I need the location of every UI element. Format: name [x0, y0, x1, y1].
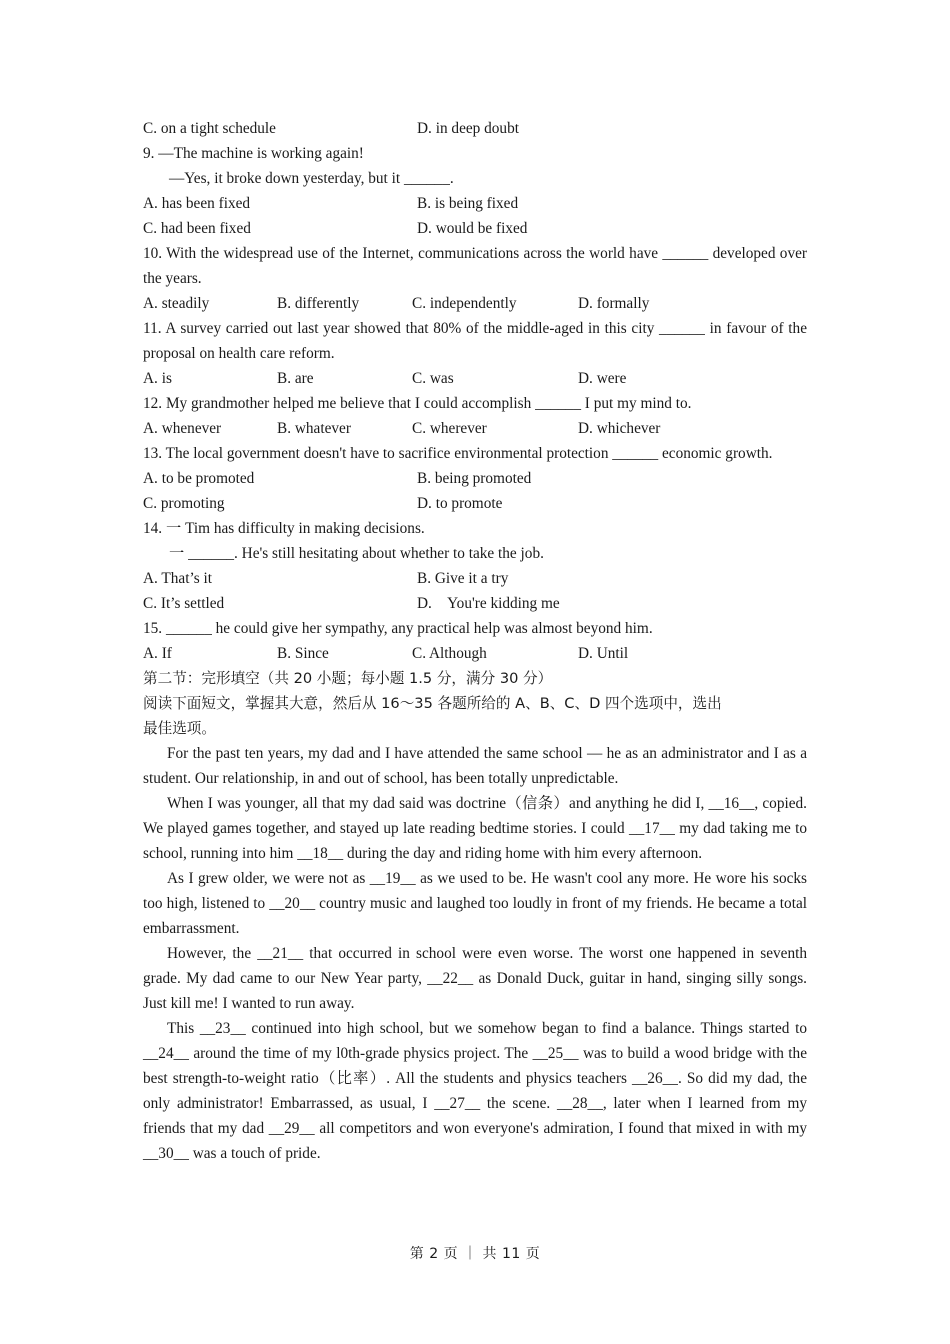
option-a[interactable]: A. has been fixed [143, 195, 251, 212]
option-c[interactable]: C. was [412, 370, 454, 387]
option-d[interactable]: D. whichever [578, 420, 661, 437]
passage-paragraph-1: For the past ten years, my dad and I have attended the same school — he as an administrator and I as a student. Our relationship, in and out of school, has been totally unpredictable. [143, 745, 807, 787]
option-a[interactable]: A. steadily [143, 295, 210, 312]
question-9-stem-line-1: 9. —The machine is working again! [143, 145, 364, 162]
option-d[interactable]: D. to promote [417, 495, 503, 512]
question-11-stem: 11. A survey carried out last year showed that 80% of the middle-aged in this city ______ in favour of the proposal on health care reform. [143, 320, 807, 362]
option-b[interactable]: B. are [277, 370, 314, 387]
option-a[interactable]: A. to be promoted [143, 470, 255, 487]
question-11-options-row [143, 366, 807, 391]
option-c[interactable]: C. promoting [143, 495, 225, 512]
option-d[interactable]: D. in deep doubt [417, 120, 519, 137]
passage-paragraph-3: As I grew older, we were not as __19__ as we used to be. He wasn't cool any more. He wore his socks too high, listened to __20__ country music and laughed too loudly in front of my friends. He became a total embarrassment. [143, 870, 807, 937]
option-a[interactable]: A. That’s it [143, 570, 212, 587]
question-9-options-row-1 [143, 191, 807, 216]
page-content [143, 116, 807, 1166]
question-12-options-row [143, 416, 807, 441]
question-13-options-row-1 [143, 466, 807, 491]
question-10-options-row [143, 291, 807, 316]
section-heading: 第二节：完形填空（共 20 小题；每小题 1.5 分，满分 30 分） [143, 670, 553, 687]
option-b[interactable]: B. being promoted [417, 470, 532, 487]
option-d[interactable]: D. You're kidding me [417, 595, 560, 612]
option-b[interactable]: B. differently [277, 295, 360, 312]
question-14-stem-line-1: 14. 一 Tim has difficulty in making decisions. [143, 520, 425, 537]
option-d[interactable]: D. were [578, 370, 627, 387]
question-9-stem-line-2: —Yes, it broke down yesterday, but it ______. [169, 170, 454, 187]
question-15-options-row [143, 641, 807, 666]
section-instruction-line-1: 阅读下面短文，掌握其大意，然后从 16〜35 各题所给的 A、B、C、D 四个选项中，选出 [143, 695, 722, 712]
option-d[interactable]: D. Until [578, 645, 629, 662]
passage-paragraph-2: When I was younger, all that my dad said was doctrine（信条）and anything he did I, __16__, copied. We played games together, and stayed up late reading bedtime stories. I could __17__ my dad taking me to school, running into him __18__ during the day and riding home with him every afternoon. [143, 795, 807, 862]
question-14-stem-line-2: 一 ______. He's still hesitating about whether to take the job. [169, 545, 544, 562]
option-b[interactable]: B. is being fixed [417, 195, 519, 212]
option-d[interactable]: D. formally [578, 295, 650, 312]
option-c[interactable]: C. wherever [412, 420, 487, 437]
question-options-row [143, 116, 807, 141]
question-12-stem: 12. My grandmother helped me believe that I could accomplish ______ I put my mind to. [143, 395, 692, 412]
question-14-options-row-1 [143, 566, 807, 591]
option-c[interactable]: C. on a tight schedule [143, 120, 276, 137]
question-14-options-row-2 [143, 591, 807, 616]
page-footer: 第 2 页 ｜ 共 11 页 [409, 1246, 541, 1262]
passage-paragraph-4: However, the __21__ that occurred in school were even worse. The worst one happened in seventh grade. My dad came to our New Year party, __22__ as Donald Duck, guitar in hand, singing silly songs. Just kill me! I wanted to run away. [143, 945, 807, 1012]
option-b[interactable]: B. Since [277, 645, 329, 662]
option-c[interactable]: C. independently [412, 295, 517, 312]
option-a[interactable]: A. is [143, 370, 172, 387]
question-13-stem: 13. The local government doesn't have to sacrifice environmental protection ______ economic growth. [143, 445, 773, 462]
passage-paragraph-5: This __23__ continued into high school, but we somehow began to find a balance. Things started to __24__ around the time of my l0th-grade physics project. The __25__ was to build a wood bridge with the best strength-to-weight ratio（比率）. All the students and physics teachers __26__. So did my dad, the only administrator! Embarrassed, as usual, I __27__ the scene. __28__, later when I learned from my friends that my dad __29__ all competitors and won everyone's admiration, I found that mixed in with my __30__ was a touch of pride. [143, 1020, 807, 1162]
question-10-stem: 10. With the widespread use of the Internet, communications across the world have ______ developed over the years. [143, 245, 807, 287]
question-9-options-row-2 [143, 216, 807, 241]
option-c[interactable]: C. Although [412, 645, 487, 662]
option-c[interactable]: C. It’s settled [143, 595, 225, 612]
option-c[interactable]: C. had been fixed [143, 220, 251, 237]
option-b[interactable]: B. Give it a try [417, 570, 509, 587]
option-b[interactable]: B. whatever [277, 420, 351, 437]
option-d[interactable]: D. would be fixed [417, 220, 528, 237]
section-instruction-line-2: 最佳选项。 [143, 720, 216, 737]
option-a[interactable]: A. If [143, 645, 172, 662]
question-13-options-row-2 [143, 491, 807, 516]
option-a[interactable]: A. whenever [143, 420, 222, 437]
question-15-stem: 15. ______ he could give her sympathy, any practical help was almost beyond him. [143, 620, 653, 637]
